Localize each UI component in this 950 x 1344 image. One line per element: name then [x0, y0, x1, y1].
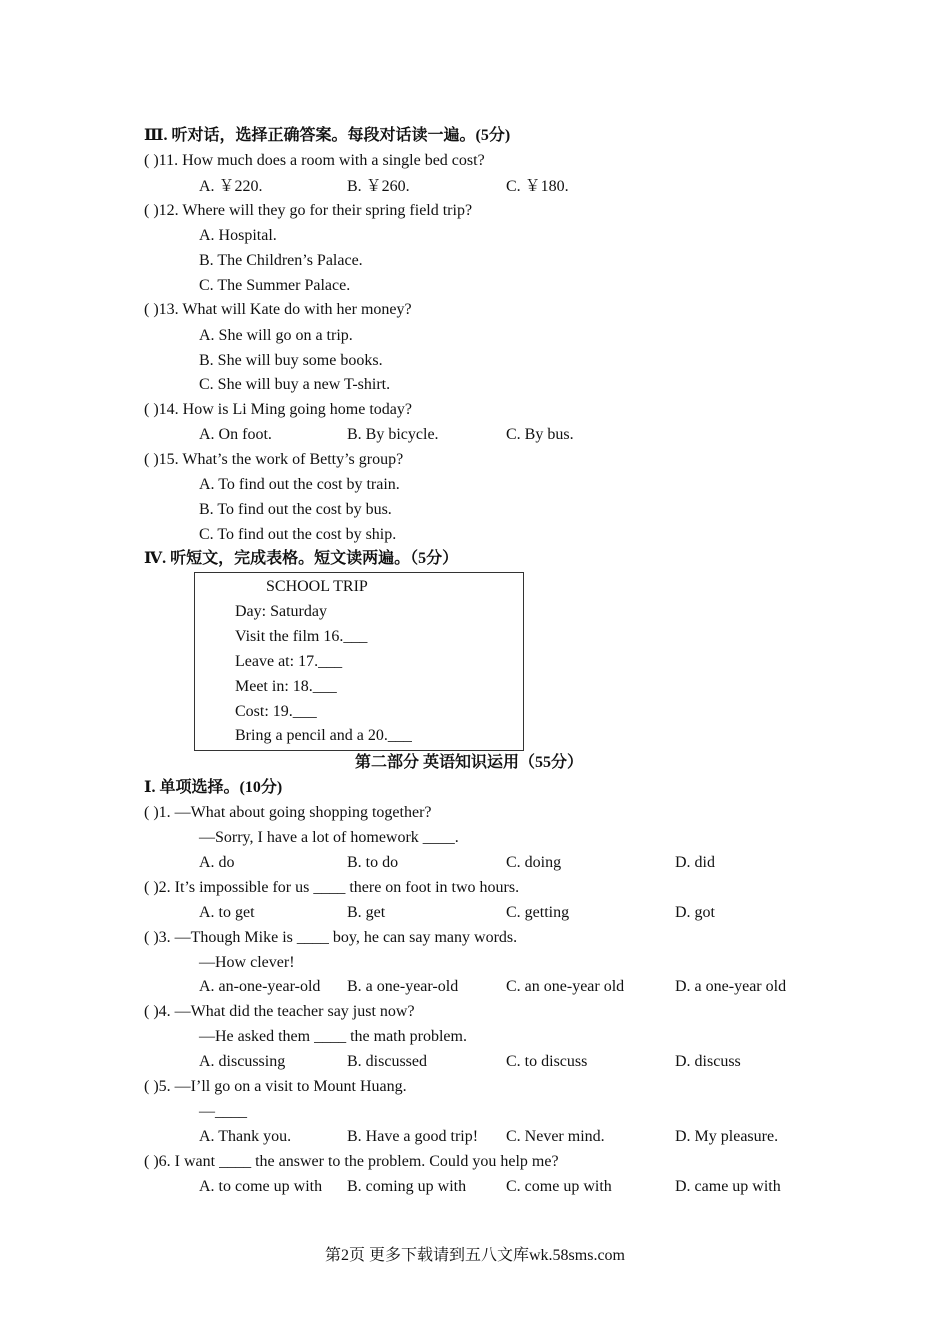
table-row-leave: Leave at: 17.___ [235, 653, 343, 670]
mc5-option-b: B. Have a good trip! [347, 1128, 479, 1145]
mc-question-5-reply: —____ [199, 1103, 247, 1120]
mc6-option-c: C. come up with [506, 1178, 612, 1195]
mc2-option-d: D. got [675, 904, 715, 921]
mc-question-6: ( )6. I want ____ the answer to the problem. Could you help me? [144, 1153, 559, 1170]
question-12: ( )12. Where will they go for their spring field trip? [144, 202, 473, 219]
q14-option-b: B. By bicycle. [347, 426, 439, 443]
mc5-option-c: C. Never mind. [506, 1128, 605, 1145]
mc2-option-b: B. get [347, 904, 386, 921]
mc-question-1-reply: —Sorry, I have a lot of homework ____. [199, 829, 459, 846]
mc-question-3: ( )3. —Though Mike is ____ boy, he can say many words. [144, 929, 518, 946]
mc3-option-c: C. an one-year old [506, 978, 625, 995]
mc1-option-b: B. to do [347, 854, 399, 871]
mc4-option-d: D. discuss [675, 1053, 741, 1070]
table-row-film: Visit the film 16.___ [235, 628, 368, 645]
mc6-option-a: A. to come up with [199, 1178, 323, 1195]
page-footer: 第2页 更多下载请到五八文库wk.58sms.com [324, 1247, 625, 1264]
mc-question-3-reply: —How clever! [199, 954, 295, 971]
mc5-option-d: D. My pleasure. [675, 1128, 779, 1145]
mc-question-5: ( )5. —I’ll go on a visit to Mount Huang. [144, 1078, 407, 1095]
mc-question-4: ( )4. —What did the teacher say just now? [144, 1003, 415, 1020]
question-15: ( )15. What’s the work of Betty’s group? [144, 451, 404, 468]
q12-option-a: A. Hospital. [199, 227, 277, 244]
q14-option-a: A. On foot. [199, 426, 272, 443]
question-14: ( )14. How is Li Ming going home today? [144, 401, 412, 418]
mc3-option-b: B. a one-year-old [347, 978, 459, 995]
mc1-option-a: A. do [199, 854, 235, 871]
mc2-option-a: A. to get [199, 904, 255, 921]
q11-option-a: A. ￥220. [199, 178, 263, 195]
section3-heading: Ⅲ. 听对话，选择正确答案。每段对话读一遍。(5分) [144, 127, 511, 144]
mc4-option-a: A. discussing [199, 1053, 286, 1070]
table-row-cost: Cost: 19.___ [235, 703, 317, 720]
mc1-option-d: D. did [675, 854, 715, 871]
mc5-option-a: A. Thank you. [199, 1128, 292, 1145]
table-title: SCHOOL TRIP [266, 578, 368, 595]
mc3-option-a: A. an-one-year-old [199, 978, 321, 995]
question-11: ( )11. How much does a room with a single bed cost? [144, 152, 485, 169]
q12-option-b: B. The Children’s Palace. [199, 252, 363, 269]
mc2-option-c: C. getting [506, 904, 570, 921]
table-row-bring: Bring a pencil and a 20.___ [235, 727, 412, 744]
q15-option-b: B. To find out the cost by bus. [199, 501, 392, 518]
mc6-option-b: B. coming up with [347, 1178, 467, 1195]
mc-question-1: ( )1. —What about going shopping together? [144, 804, 432, 821]
mc-question-4-reply: —He asked them ____ the math problem. [199, 1028, 467, 1045]
section4-heading: Ⅳ. 听短文，完成表格。短文读两遍。（5分） [144, 550, 459, 567]
mc1-option-c: C. doing [506, 854, 562, 871]
q11-option-c: C. ￥180. [506, 178, 569, 195]
q13-option-a: A. She will go on a trip. [199, 327, 353, 344]
mc3-option-d: D. a one-year old [675, 978, 787, 995]
mc6-option-d: D. came up with [675, 1178, 781, 1195]
question-13: ( )13. What will Kate do with her money? [144, 301, 412, 318]
mc4-option-b: B. discussed [347, 1053, 427, 1070]
q12-option-c: C. The Summer Palace. [199, 277, 351, 294]
q13-option-b: B. She will buy some books. [199, 352, 383, 369]
q13-option-c: C. She will buy a new T-shirt. [199, 376, 391, 393]
mc-question-2: ( )2. It’s impossible for us ____ there on foot in two hours. [144, 879, 520, 896]
q14-option-c: C. By bus. [506, 426, 574, 443]
q15-option-a: A. To find out the cost by train. [199, 476, 400, 493]
table-row-day: Day: Saturday [235, 603, 327, 620]
part2-section1-heading: Ⅰ. 单项选择。(10分) [144, 779, 283, 796]
mc4-option-c: C. to discuss [506, 1053, 588, 1070]
part2-title: 第二部分 英语知识运用（55分） [355, 754, 584, 771]
q11-option-b: B. ￥260. [347, 178, 410, 195]
table-row-meet: Meet in: 18.___ [235, 678, 337, 695]
q15-option-c: C. To find out the cost by ship. [199, 526, 397, 543]
